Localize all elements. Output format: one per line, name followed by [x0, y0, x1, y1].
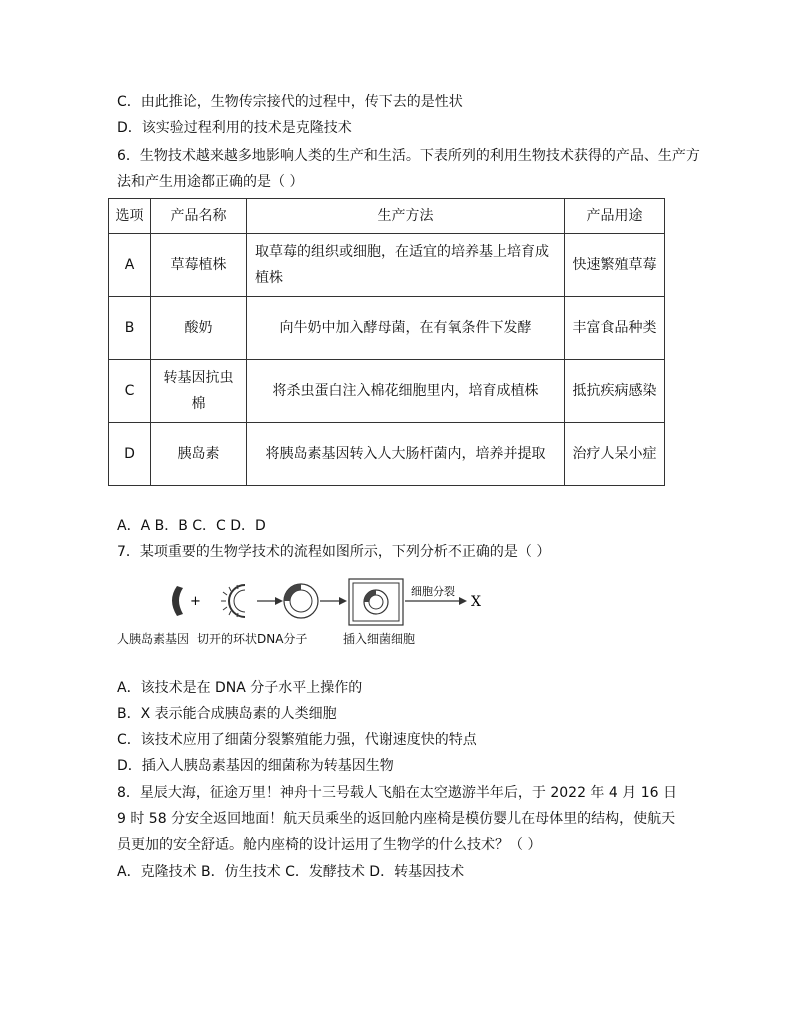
label-human-insulin-gene: 人胰岛素基因: [117, 632, 190, 646]
header-method: 生产方法: [247, 199, 565, 234]
cell-option: C: [109, 360, 151, 423]
cell-product: 草莓植株: [151, 234, 247, 297]
q7-option-d: D．插入人胰岛素基因的细菌称为转基因生物: [117, 758, 394, 774]
cell-method: 将杀虫蛋白注入棉花细胞里内，培育成植株: [247, 360, 565, 423]
q7-option-b: B．X 表示能合成胰岛素的人类细胞: [117, 706, 337, 722]
q6-stem-line2: 法和产生用途都正确的是（ ）: [117, 174, 304, 190]
q7-option-c: C．该技术应用了细菌分裂繁殖能力强，代谢速度快的特点: [117, 732, 477, 748]
q8-choices: A．克隆技术 B．仿生技术 C．发酵技术 D．转基因技术: [117, 864, 465, 880]
label-x: X: [471, 594, 481, 610]
q6-choices: A．A B．B C．C D．D: [117, 518, 266, 534]
table-row: [109, 234, 665, 297]
cell-product: 转基因抗虫棉: [151, 360, 247, 423]
cell-use: 丰富食品种类: [565, 297, 665, 360]
cell-use: 快速繁殖草莓: [565, 234, 665, 297]
arrow-icon: [275, 597, 283, 605]
q6-stem-line1: 6．生物技术越来越多地影响人类的生产和生活。下表所列的利用生物技术获得的产品、生产方: [117, 148, 700, 164]
diagram-graphic: [117, 578, 537, 628]
cell-product: 胰岛素: [151, 423, 247, 486]
header-use: 产品用途: [565, 199, 665, 234]
header-product: 产品名称: [151, 199, 247, 234]
table-row: [109, 360, 665, 423]
cell-method: 将胰岛素基因转入人大肠杆菌内，培养并提取: [247, 423, 565, 486]
cell-option: B: [109, 297, 151, 360]
bacterial-cell-icon: [349, 579, 403, 625]
label-insert-bacteria: 插入细菌细胞: [343, 632, 416, 646]
cell-method: 向牛奶中加入酵母菌，在有氧条件下发酵: [247, 297, 565, 360]
label-cut-circular-dna: 切开的环状DNA分子: [197, 632, 308, 646]
table-row: [109, 297, 665, 360]
cell-use: 抵抗疾病感染: [565, 360, 665, 423]
arrow-icon: [459, 597, 467, 605]
cell-product: 酸奶: [151, 297, 247, 360]
gene-fragment-icon: [172, 586, 183, 616]
q7-option-a: A．该技术是在 DNA 分子水平上操作的: [117, 680, 363, 696]
plus-sign: +: [190, 594, 201, 609]
q5-option-d: D．该实验过程利用的技术是克隆技术: [117, 120, 352, 136]
label-cell-division: 细胞分裂: [411, 585, 455, 598]
cell-option: D: [109, 423, 151, 486]
gene-engineering-diagram: [117, 578, 537, 648]
cell-option: A: [109, 234, 151, 297]
q6-options-table: [108, 198, 665, 486]
table-row: [109, 423, 665, 486]
cell-method: 取草莓的组织或细胞，在适宜的培养基上培育成植株: [247, 234, 565, 297]
q5-option-c: C．由此推论，生物传宗接代的过程中，传下去的是性状: [117, 94, 463, 110]
cell-use: 治疗人呆小症: [565, 423, 665, 486]
q8-stem: 8．星辰大海，征途万里！神舟十三号载人飞船在太空遨游半年后，于 2022 年 4 月 16 日 9 时 58 分安全返回地面！航天员乘坐的返回舱内座椅是模仿婴儿在母体里的结构，使航天员更加的安全舒适。舱内座椅的设计运用了生物学的什么技术？（ ）: [117, 785, 677, 853]
q7-stem: 7．某项重要的生物学技术的流程如图所示，下列分析不正确的是（ ）: [117, 544, 551, 560]
header-option: 选项: [109, 199, 151, 234]
arrow-icon: [339, 597, 347, 605]
table-header-row: [109, 199, 665, 234]
cut-plasmid-icon: [229, 585, 245, 617]
recombinant-plasmid-icon: [284, 584, 318, 618]
